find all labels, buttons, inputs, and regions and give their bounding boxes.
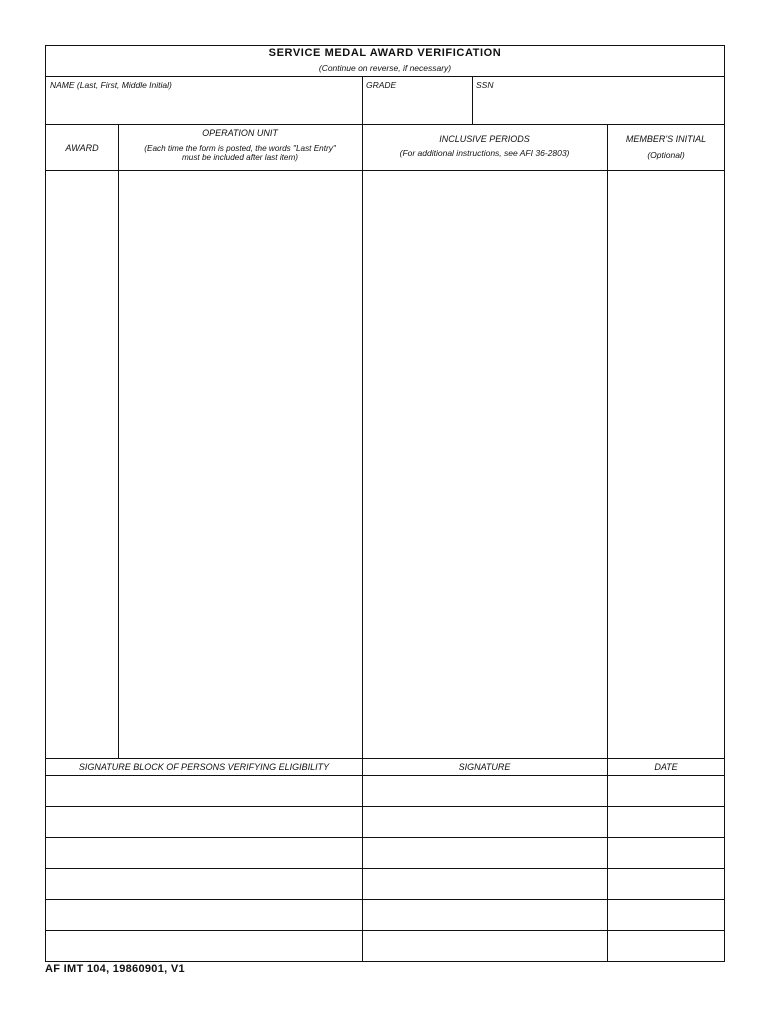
- date-field[interactable]: [608, 932, 723, 960]
- title-divider: [46, 76, 724, 77]
- signature-row-divider: [46, 868, 724, 869]
- members-initial-entry-area[interactable]: [608, 172, 723, 757]
- signature-block-field[interactable]: [47, 932, 361, 960]
- signature-header: SIGNATURE: [458, 762, 511, 772]
- inclusive-periods-entry-area[interactable]: [363, 172, 606, 757]
- name-field[interactable]: [48, 90, 360, 122]
- form-identifier: AF IMT 104, 19860901, V1: [45, 963, 185, 975]
- members-initial-column-header: MEMBER'S INITIAL: [625, 134, 707, 144]
- identity-divider: [46, 124, 724, 125]
- signature-block-field[interactable]: [47, 808, 361, 836]
- grade-field[interactable]: [364, 90, 470, 122]
- operation-unit-column-header: OPERATION UNIT: [202, 128, 278, 138]
- signature-block-field[interactable]: [47, 870, 361, 898]
- date-header: DATE: [654, 762, 678, 772]
- date-field[interactable]: [608, 839, 723, 867]
- inclusive-periods-column-header: INCLUSIVE PERIODS: [439, 134, 530, 144]
- signature-block-header: SIGNATURE BLOCK OF PERSONS VERIFYING ELIGIBILITY: [78, 762, 330, 772]
- ssn-label: SSN: [476, 80, 494, 90]
- date-field[interactable]: [608, 777, 723, 805]
- signature-row-divider: [46, 899, 724, 900]
- signature-field[interactable]: [363, 839, 606, 867]
- operation-unit-entry-area[interactable]: [119, 172, 361, 757]
- award-column-header: AWARD: [65, 143, 99, 153]
- signature-field[interactable]: [363, 932, 606, 960]
- entries-bottom-divider: [46, 758, 724, 759]
- name-label: NAME (Last, First, Middle Initial): [50, 80, 172, 90]
- signature-row-divider: [46, 930, 724, 931]
- signature-field[interactable]: [363, 901, 606, 929]
- form-subtitle: (Continue on reverse, if necessary): [318, 63, 452, 73]
- form-title: SERVICE MEDAL AWARD VERIFICATION: [268, 47, 502, 59]
- signature-block-field[interactable]: [47, 777, 361, 805]
- grade-label: GRADE: [366, 80, 397, 90]
- date-field[interactable]: [608, 808, 723, 836]
- column-header-divider: [46, 170, 724, 171]
- inclusive-periods-note: (For additional instructions, see AFI 36-2803): [399, 148, 570, 158]
- service-medal-award-verification-form: [45, 45, 725, 962]
- award-entry-area[interactable]: [47, 172, 117, 757]
- signature-header-divider: [46, 775, 724, 776]
- members-initial-note: (Optional): [647, 150, 685, 160]
- signature-row-divider: [46, 837, 724, 838]
- ssn-field[interactable]: [474, 90, 722, 122]
- date-field[interactable]: [608, 870, 723, 898]
- signature-block-field[interactable]: [47, 839, 361, 867]
- date-field[interactable]: [608, 901, 723, 929]
- signature-block-field[interactable]: [47, 901, 361, 929]
- signature-field[interactable]: [363, 870, 606, 898]
- signature-field[interactable]: [363, 808, 606, 836]
- operation-unit-note: (Each time the form is posted, the words "Last Entry" must be included after last item): [144, 144, 336, 162]
- grade-ssn-divider: [472, 76, 473, 124]
- name-grade-divider: [362, 76, 363, 124]
- signature-row-divider: [46, 806, 724, 807]
- signature-field[interactable]: [363, 777, 606, 805]
